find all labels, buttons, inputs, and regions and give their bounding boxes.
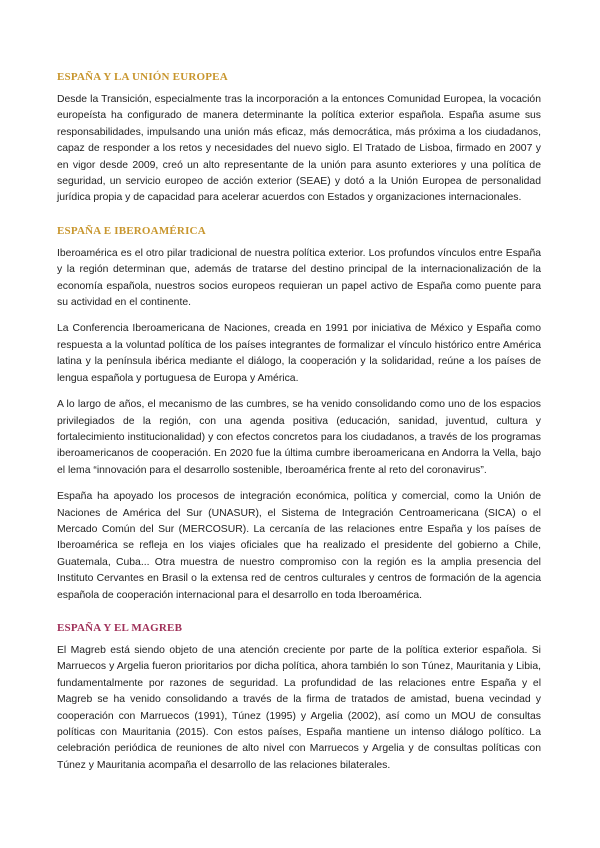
paragraph-iberoamerica-3: A lo largo de años, el mecanismo de las cumbres, se ha venido consolidando como uno de los espacios privilegiados de la región, con una agenda positiva (educación, sanidad, juventud, cultura y fortalecimiento institucionalidad) y con efectos concretos para los ciudadanos, a través de los programas iberoamericanos de cooperación. En 2020 fue la última cumbre iberoamericana en Andorra la Vella, bajo el lema “innovación para el desarrollo sostenible, Iberoamérica frente al reto del coronavirus”.	[57, 399, 541, 476]
paragraph-ue-1: Desde la Transición, especialmente tras la incorporación a la entonces Comunidad Europea, la vocación europeísta ha configurado de manera determinante la política exterior española. España asume sus responsabilidades, impulsando una unión más eficaz, más democrática, más próxima a los ciudadanos, capaz de responder a los retos y necesidades del nuevo siglo. El Tratado de Lisboa, firmado en 2007 y en vigor desde 2009, creó un alto representante de la unión para asunto exteriores y una política de seguridad, un servicio europeo de acción exterior (SEAE) y dotó a la Unión Europea de personalidad jurídica propia y de capacidad para acelerar acuerdos con Estados y organizaciones internacionales.	[57, 94, 541, 204]
paragraph-iberoamerica-1: Iberoamérica es el otro pilar tradicional de nuestra política exterior. Los profundos vínculos entre España y la región determinan que, además de tratarse del destino principal de la internacionalización de la economía española, nuestros socios europeos requieran un papel activo de España como puente para su actividad en el continente.	[57, 247, 541, 309]
document-page	[57, 70, 541, 774]
paragraph-iberoamerica-2: La Conferencia Iberoamericana de Naciones, creada en 1991 por iniciativa de México y España como respuesta a la voluntad política de los países integrantes de formalizar el vínculo histórico entre América latina y la península ibérica mediante el diálogo, la cooperación y la solidaridad, reúne a los países de lengua española y portuguesa de Europa y América.	[57, 323, 541, 384]
paragraph-iberoamerica-4: España ha apoyado los procesos de integración económica, política y comercial, como la Unión de Naciones de América del Sur (UNASUR), el Sistema de Integración Centroamericana (SICA) o el Mercado Común del Sur (MERCOSUR). La cercanía de las relaciones entre España y los países de Iberoamérica se refleja en los viajes oficiales que ha realizado el presidente del gobierno a Chile, Guatemala, Cuba... Otra muestra de nuestro compromiso con la región es la amplia presencia del Instituto Cervantes en Brasil o la extensa red de centros culturales y centros de formación de la agencia española de cooperación internacional para el desarrollo en toda Iberoamérica.	[57, 491, 541, 601]
section-title-iberoamerica: ESPAÑA E IBEROAMÉRICA	[57, 224, 206, 237]
section-title-ue: ESPAÑA Y LA UNIÓN EUROPEA	[57, 71, 228, 83]
paragraph-magreb-1: El Magreb está siendo objeto de una atención creciente por parte de la política exterior española. Si Marruecos y Argelia fueron prioritarios por dicha política, ahora también lo son Túnez, Mauritania y Libia, fundamentalmente por razones de seguridad. La profundidad de las relaciones entre España y el Magreb se ha venido consolidando a través de la firma de tratados de amistad, buena vecindad y cooperación con Marruecos (1991), Túnez (1995) y Argelia (2002), así como un MOU de consultas políticas con Mauritania (2015). Con estos países, España mantiene un intenso diálogo político. La celebración periódica de reuniones de alto nivel con Marruecos y Argelia y de consultas políticas con Túnez y Mauritania acompaña el desarrollo de las relaciones bilaterales.	[57, 644, 541, 771]
section-title-magreb: ESPAÑA Y EL MAGREB	[57, 621, 183, 634]
